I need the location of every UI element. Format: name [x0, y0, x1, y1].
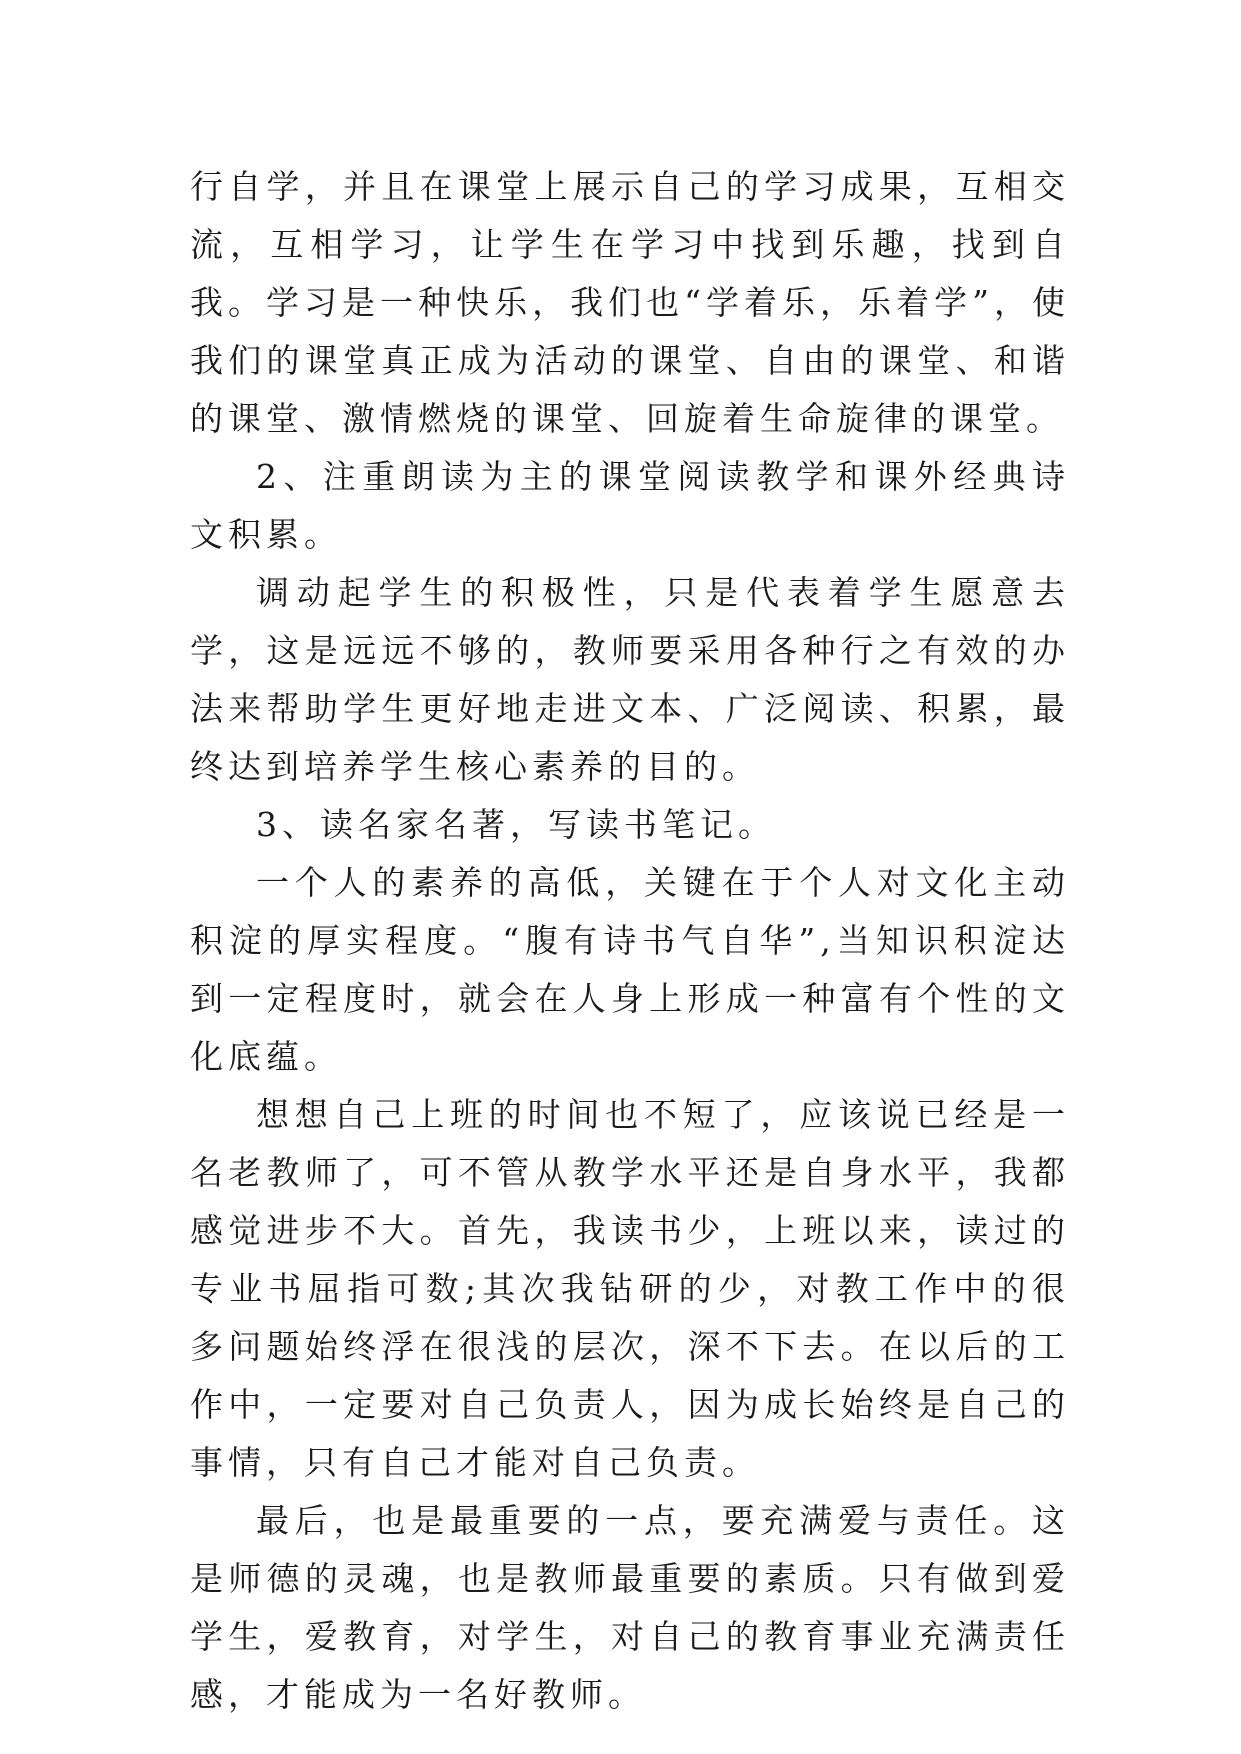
paragraph: 想想自己上班的时间也不短了，应该说已经是一名老教师了，可不管从教学水平还是自身水平，我都感觉进步不大。首先，我读书少，上班以来，读过的专业书屈指可数;其次我钻研的少，对教工作中的很多问题始终浮在很浅的层次，深不下去。在以后的工作中，一定要对自己负责人，因为成长始终是自己的事情，只有自己才能对自己负责。: [190, 1095, 1070, 1482]
paragraph: 最后，也是最重要的一点，要充满爱与责任。这是师德的灵魂，也是教师最重要的素质。只有做到爱学生，爱教育，对学生，对自己的教育事业充满责任感，才能成为一名好教师。: [190, 1501, 1070, 1714]
paragraph-continuation: 行自学，并且在课堂上展示自己的学习成果，互相交流，互相学习，让学生在学习中找到乐趣，找到自我。学习是一种快乐，我们也“学着乐，乐着学”，使我们的课堂真正成为活动的课堂、自由的课堂、和谐的课堂、激情燃烧的课堂、回旋着生命旋律的课堂。: [190, 167, 1070, 438]
paragraph-heading-2: 2、注重朗读为主的课堂阅读教学和课外经典诗文积累。: [190, 457, 1070, 554]
paragraph-heading-3: 3、读名家名著，写读书笔记。: [256, 805, 776, 844]
paragraph: 调动起学生的积极性，只是代表着学生愿意去学，这是远远不够的，教师要采用各种行之有效的办法来帮助学生更好地走进文本、广泛阅读、积累，最终达到培养学生核心素养的目的。: [190, 573, 1070, 786]
paragraph: 一个人的素养的高低，关键在于个人对文化主动积淀的厚实程度。“腹有诗书气自华”,当知识积淀达到一定程度时，就会在人身上形成一种富有个性的文化底蕴。: [190, 863, 1070, 1076]
document-body: [190, 158, 1070, 1724]
